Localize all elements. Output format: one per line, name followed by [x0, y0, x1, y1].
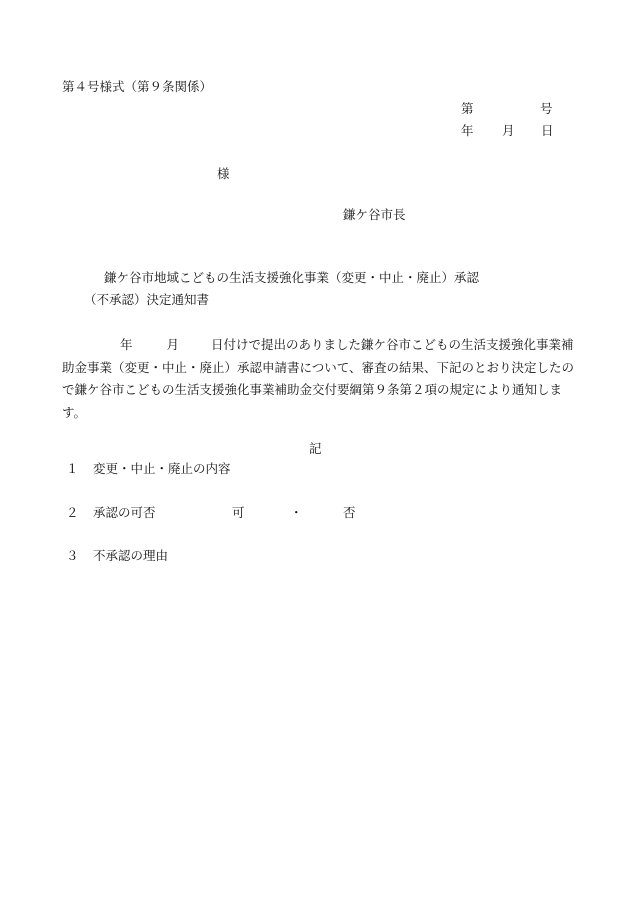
form-label: 第４号様式（第９条関係） [62, 79, 213, 94]
body-text: 日付けで提出のありました鎌ケ谷市こどもの生活支援強化事業補助金事業（変更・中止・廃止）承認申請書について、審査の結果、下記のとおり決定したので鎌ケ谷市こどもの生活支援強化事業補助金交付要綱第９条第２項の規定により通知します。 [62, 337, 575, 421]
item-label: 不承認の理由 [93, 548, 169, 563]
title-line-1: 鎌ケ谷市地域こどもの生活支援強化事業（変更・中止・廃止）承認 [104, 270, 480, 285]
doc-number-prefix: 第 [461, 101, 474, 116]
doc-date-month: 月 [502, 123, 515, 138]
doc-number-suffix: 号 [540, 101, 553, 116]
item-number: ２ [66, 505, 79, 520]
ki-heading: 記 [309, 441, 322, 456]
item-3 [66, 550, 168, 563]
item-1 [66, 463, 231, 476]
addressee-suffix: 様 [217, 166, 230, 181]
approval-separator: ・ [290, 505, 303, 520]
item-label: 変更・中止・廃止の内容 [93, 461, 231, 476]
doc-date-day: 日 [541, 123, 554, 138]
approval-yes: 可 [232, 505, 245, 520]
item-number: １ [66, 461, 79, 476]
item-2 [66, 507, 156, 520]
item-number: ３ [66, 548, 79, 563]
body-paragraph [62, 334, 582, 425]
body-year: 年 [120, 337, 133, 352]
issuer: 鎌ケ谷市長 [343, 207, 406, 222]
doc-date-year: 年 [461, 123, 474, 138]
body-month: 月 [166, 337, 180, 352]
approval-no: 否 [343, 505, 356, 520]
title-line-2: （不承認）決定通知書 [84, 292, 210, 307]
item-label: 承認の可否 [93, 505, 156, 520]
